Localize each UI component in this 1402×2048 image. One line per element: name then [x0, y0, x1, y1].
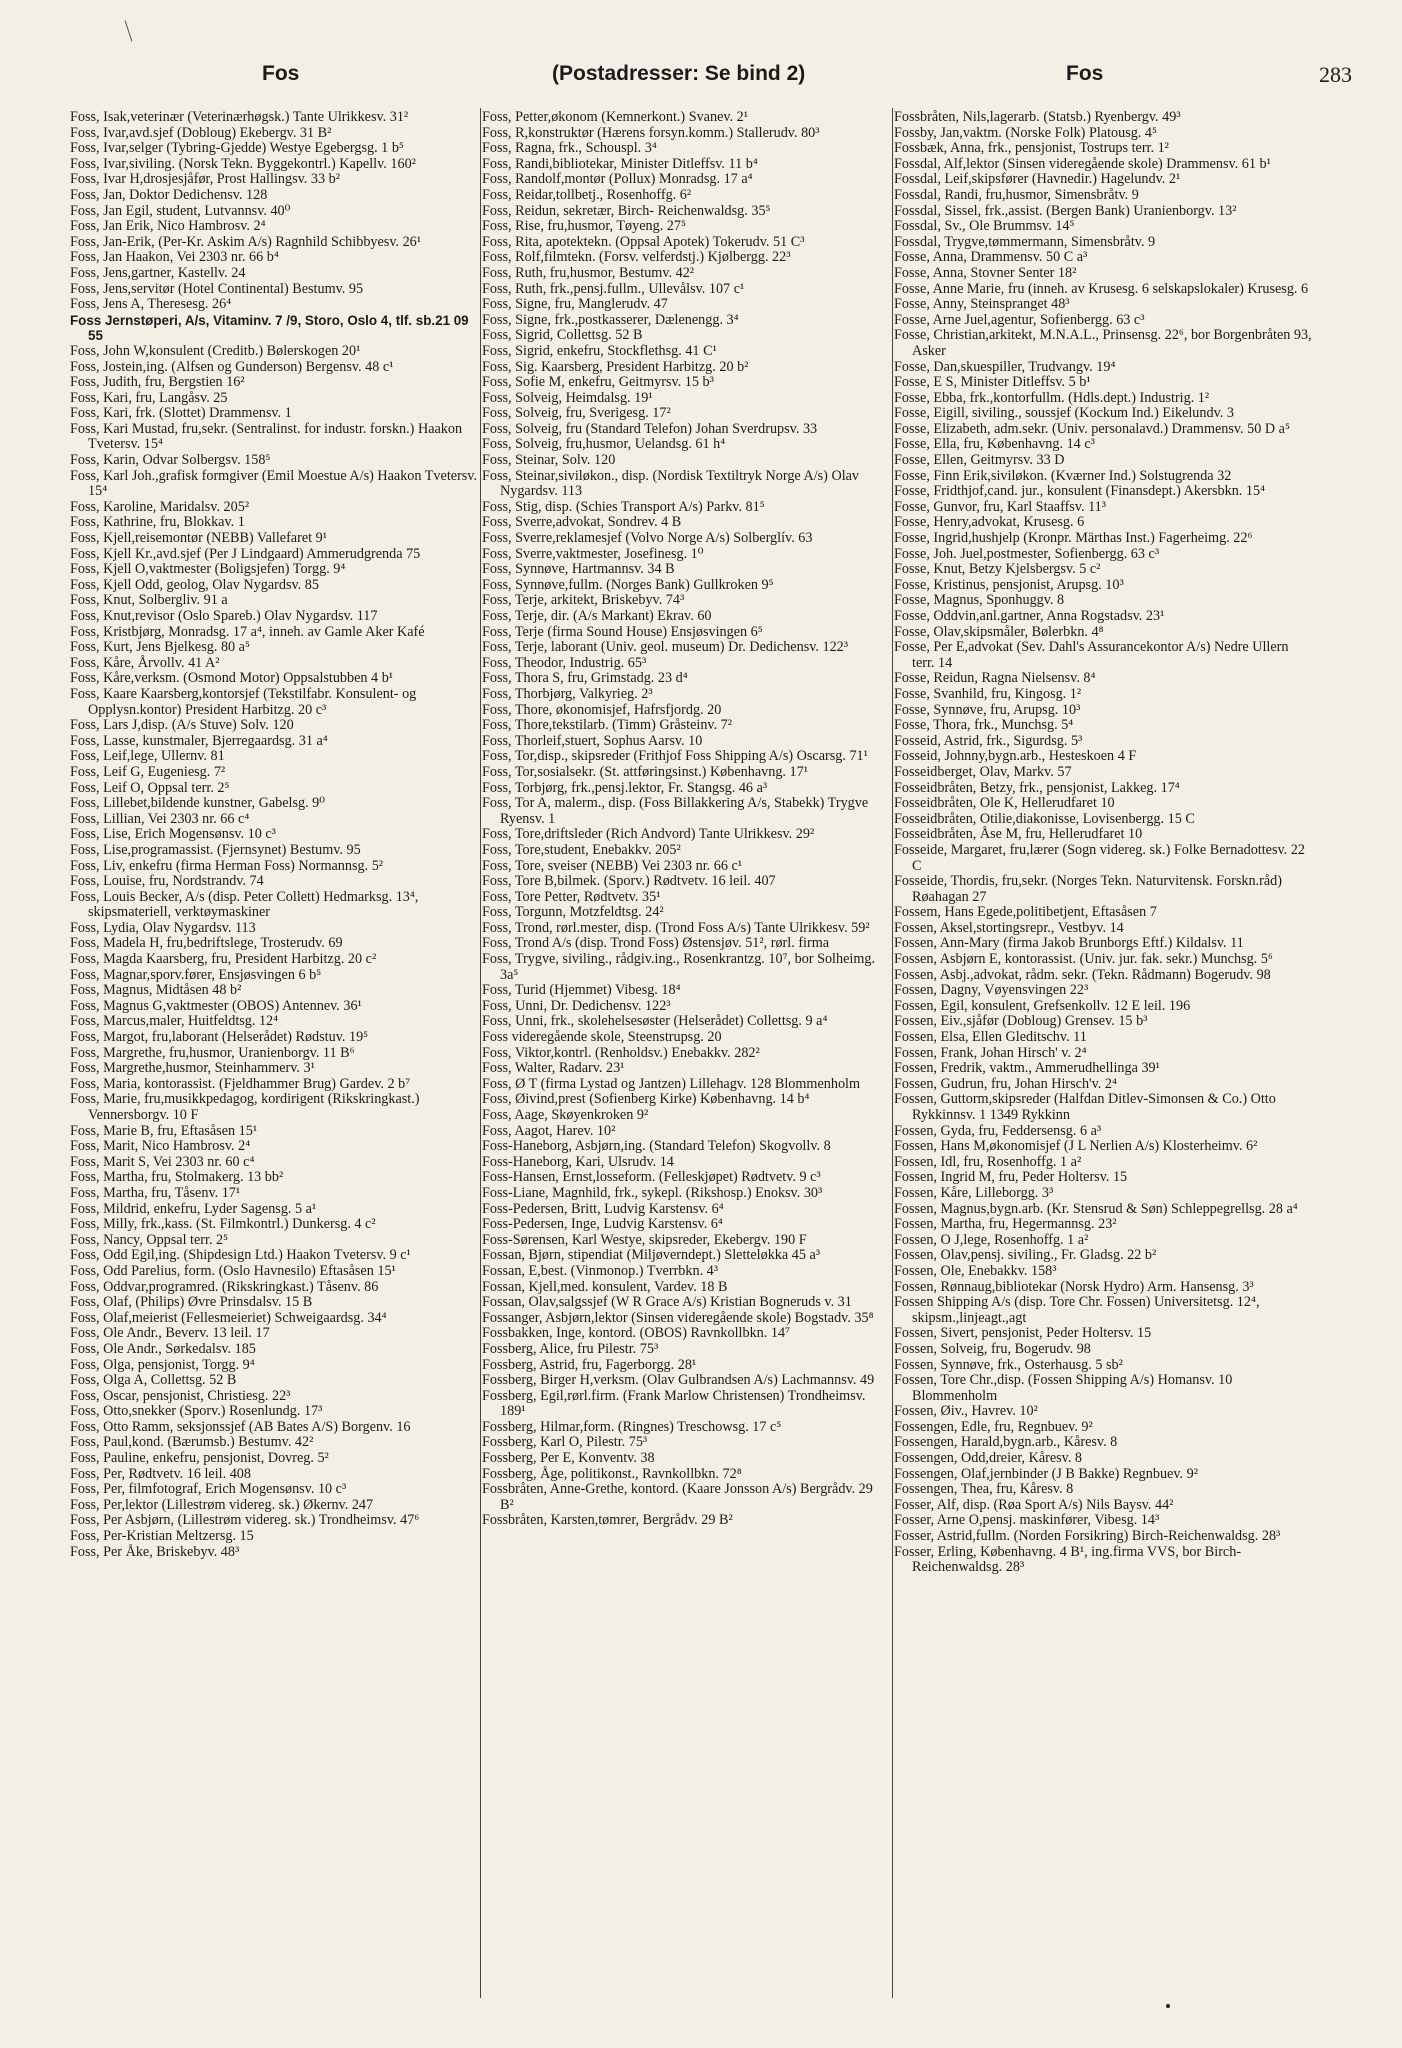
- directory-entry: Foss, Ragna, frk., Schouspl. 3⁴: [482, 140, 657, 157]
- directory-entry: Foss, Rolf,filmtekn. (Forsv. velferdstj.) Kjølbergg. 22³: [482, 249, 791, 266]
- directory-entry: Foss, Reidar,tollbetj., Rosenhoffg. 6²: [482, 186, 692, 203]
- directory-entry: Foss, Jens A, Theresesg. 26⁴: [70, 296, 232, 313]
- directory-entry: Fosser, Alf, disp. (Røa Sport A/s) Nils Baysv. 44²: [894, 1496, 1174, 1513]
- directory-entry: Foss, Mildrid, enkefru, Lyder Sagensg. 5 a¹: [70, 1200, 317, 1217]
- directory-entry: Foss, Thorbjørg, Valkyrieg. 2³: [482, 685, 653, 702]
- directory-entry: Fosse, Reidun, Ragna Nielsensv. 8⁴: [894, 670, 1096, 687]
- directory-entry: Foss, Tor,sosialsekr. (St. attføringsinst.) Københavng. 17¹: [482, 763, 808, 780]
- directory-entry: Fosse, Ingrid,hushjelp (Kronpr. Märthas Inst.) Fagerheimg. 22⁶: [894, 530, 1253, 547]
- directory-entry: Fossdal, Trygve,tømmermann, Simensbråtv. 9: [894, 233, 1156, 250]
- directory-entry: Foss, Ivar,selger (Tybring-Gjedde) Westye Egebergsg. 1 b⁵: [70, 140, 404, 157]
- directory-entry: Foss, Marcus,maler, Huitfeldtsg. 12⁴: [70, 1013, 279, 1030]
- directory-entry: Foss, Tore Petter, Rødtvetv. 35¹: [482, 888, 661, 905]
- directory-entry: Foss, Olga A, Collettsg. 52 B: [70, 1372, 237, 1389]
- directory-entry: Fossen, Guttorm,skipsreder (Halfdan Ditlev-Simonsen & Co.) Otto Rykkinnsv. 1 1349 Rykkinn: [894, 1091, 1276, 1123]
- page-header: [66, 58, 1356, 98]
- directory-entry: Fossengen, Edle, fru, Regnbuev. 9²: [894, 1418, 1093, 1435]
- directory-entry: Foss, Lise,programassist. (Fjernsynet) Bestumv. 95: [70, 841, 361, 858]
- header-right-keyword: Fos: [1066, 62, 1104, 85]
- directory-entry: Fossen, Ole, Enebakkv. 158³: [894, 1262, 1057, 1279]
- directory-entry: Foss, Synnøve, Hartmannsv. 34 B: [482, 561, 675, 578]
- directory-entry: Foss, Thore, økonomisjef, Hafrsfjordg. 20: [482, 701, 722, 718]
- directory-entry: Foss-Haneborg, Asbjørn,ing. (Standard Telefon) Skogvollv. 8: [482, 1138, 831, 1155]
- directory-entry: Foss, Kjell Odd, geolog, Olav Nygardsv. 85: [70, 576, 319, 593]
- directory-entry: Foss, Torgunn, Motzfeldtsg. 24²: [482, 904, 664, 921]
- directory-entry: Fosseidbråten, Ole K, Hellerudfaret 10: [894, 795, 1115, 812]
- directory-entry: Foss, Ole Andr., Sørkedalsv. 185: [70, 1340, 256, 1357]
- directory-entry: Fossen, Solveig, fru, Bogerudv. 98: [894, 1340, 1091, 1357]
- directory-entry: Fossen, Fredrik, vaktm., Ammerudhellinga 39¹: [894, 1060, 1160, 1077]
- directory-entry: Foss, Reidun, sekretær, Birch- Reichenwaldsg. 35⁵: [482, 202, 771, 219]
- directory-entry: Foss, Maria, kontorassist. (Fjeldhammer Brug) Gardev. 2 b⁷: [70, 1075, 411, 1092]
- directory-entry: Foss, Margrethe,husmor, Steinhammerv. 3¹: [70, 1060, 315, 1077]
- directory-entry: Foss, Lasse, kunstmaler, Bjerregaardsg. 31 a⁴: [70, 732, 328, 749]
- directory-entry: Foss, Randi,bibliotekar, Minister Ditleffsv. 11 b⁴: [482, 155, 758, 172]
- directory-entry: Foss, Knut,revisor (Oslo Spareb.) Olav Nygardsv. 117: [70, 608, 378, 624]
- directory-entry: Foss, Signe, frk.,postkasserer, Dælenengg. 3⁴: [482, 311, 739, 328]
- directory-entry: Foss, Ruth, frk.,pensj.fullm., Ullevålsv. 107 c¹: [482, 280, 745, 297]
- directory-entry: Foss, Ivar,avd.sjef (Dobloug) Ekebergv. 31 B²: [70, 124, 332, 141]
- directory-entry: Foss, Sigrid, Collettsg. 52 B: [482, 327, 643, 344]
- directory-entry: Foss, Terje, dir. (A/s Markant) Ekrav. 60: [482, 608, 712, 624]
- directory-entry: Foss, Olaf, (Philips) Øvre Prinsdalsv. 15 B: [70, 1294, 313, 1311]
- directory-entry: Foss, Leif O, Oppsal terr. 2⁵: [70, 779, 230, 796]
- directory-entry: Foss, Ruth, fru,husmor, Bestumv. 42²: [482, 264, 695, 281]
- directory-entry: Foss, Thore,tekstilarb. (Timm) Gråsteinv. 7²: [482, 717, 733, 734]
- directory-entry: Foss, Magnus G,vaktmester (OBOS) Antennev. 36¹: [70, 997, 362, 1014]
- page-number: 283: [1319, 62, 1352, 87]
- directory-entry: Foss, Judith, fru, Bergstien 16²: [70, 374, 245, 391]
- directory-entry: Fosse, Anne Marie, fru (inneh. av Krusesg. 6 selskapslokaler) Krusesg. 6: [894, 280, 1309, 297]
- directory-entry: Foss, Torbjørg, frk.,pensj.lektor, Fr. Stangsg. 46 a³: [482, 779, 768, 796]
- directory-entry: Foss, Jens,gartner, Kastellv. 24: [70, 264, 246, 281]
- directory-entry: Fosse, Anna, Stovner Senter 18²: [894, 264, 1077, 281]
- directory-entry: Foss, Ivar H,drosjesjåfør, Prost Hallingsv. 33 b²: [70, 171, 340, 188]
- directory-entry: Fossdal, Sissel, frk.,assist. (Bergen Bank) Uranienborgv. 13²: [894, 202, 1237, 219]
- directory-entry: Fosse, Ella, fru, Københavng. 14 c³: [894, 436, 1095, 453]
- directory-entry: Fosseid, Johnny,bygn.arb., Hesteskoen 4 F: [894, 748, 1137, 765]
- directory-entry: Fosse, Elizabeth, adm.sekr. (Univ. personalavd.) Drammensv. 50 D a⁵: [894, 420, 1290, 437]
- directory-entry: Foss, Per Åke, Briskebyv. 48³: [70, 1543, 240, 1560]
- directory-entry: Fossanger, Asbjørn,lektor (Sinsen videregående skole) Bogstadv. 35⁸: [482, 1309, 874, 1326]
- directory-entry: Fossen, Sivert, pensjonist, Peder Holtersv. 15: [894, 1325, 1152, 1342]
- directory-entry: Fosser, Astrid,fullm. (Norden Forsikring) Birch-Reichenwaldsg. 28³: [894, 1528, 1281, 1545]
- directory-entry: Foss, Kari Mustad, fru,sekr. (Sentralinst. for industr. forskn.) Haakon Tvetersv. 15⁴: [70, 420, 463, 453]
- directory-entry: Foss, Tore,student, Enebakkv. 205²: [482, 841, 681, 858]
- directory-entry: Fossbråten, Karsten,tømrer, Bergrådv. 29 B²: [482, 1512, 733, 1529]
- directory-entry: Foss, Sverre,advokat, Sondrev. 4 B: [482, 514, 682, 531]
- directory-entry: Foss, Rise, fru,husmor, Tøyeng. 27⁵: [482, 218, 686, 235]
- directory-entry: Fosse, Olav,skipsmåler, Bølerbkn. 4⁸: [894, 623, 1104, 640]
- directory-entry: Foss, Unni, frk., skolehelsesøster (Helserådet) Collettsg. 9 a⁴: [482, 1013, 828, 1030]
- directory-entry: Fossen, Gudrun, fru, Johan Hirsch'v. 2⁴: [894, 1075, 1117, 1092]
- directory-entry: Foss Jernstøperi, A/s, Vitaminv. 7 /9, Storo, Oslo 4, tlf. sb.21 09 55: [70, 312, 469, 344]
- directory-entry: Fosse, Christian,arkitekt, M.N.A.L., Prinsensg. 22⁶, bor Borgenbråten 93, Asker: [894, 327, 1312, 359]
- directory-entry: Fosseide, Thordis, fru,sekr. (Norges Tekn. Naturvitensk. Forskn.råd) Røahagan 27: [894, 873, 1282, 905]
- directory-entry: Foss, Kari, fru, Langåsv. 25: [70, 389, 228, 406]
- directory-entry: Fosse, Dan,skuespiller, Trudvangv. 19⁴: [894, 358, 1116, 375]
- directory-entry: Foss, Kaare Kaarsberg,kontorsjef (Tekstilfabr. Konsulent- og Opplysn.kontor) President Harbitzg. 20 c³: [70, 685, 417, 718]
- directory-entry: Foss, Synnøve,fullm. (Norges Bank) Gullkroken 9⁵: [482, 576, 774, 593]
- directory-entry: Foss, Lars J,disp. (A/s Stuve) Solv. 120: [70, 717, 294, 734]
- directory-entry: Foss, Per-Kristian Meltzersg. 15: [70, 1528, 254, 1545]
- directory-entry: Foss, Marit, Nico Hambrosv. 2⁴: [70, 1138, 251, 1155]
- directory-page: [66, 58, 1356, 2018]
- directory-entry: Fossengen, Olaf,jernbinder (J B Bakke) Regnbuev. 9²: [894, 1465, 1198, 1482]
- directory-entry: Foss, Lydia, Olav Nygardsv. 113: [70, 919, 256, 936]
- directory-entry: Foss, Marie, fru,musikkpedagog, kordirigent (Rikskringkast.) Vennersborgv. 10 F: [70, 1091, 420, 1123]
- directory-entry: Foss, Isak,veterinær (Veterinærhøgsk.) Tante Ulrikkesv. 31²: [70, 110, 409, 125]
- directory-entry: Foss-Pedersen, Inge, Ludvig Karstensv. 6⁴: [482, 1216, 723, 1233]
- directory-entry: Foss, Per,lektor (Lillestrøm videreg. sk.) Økernv. 247: [70, 1496, 374, 1513]
- directory-entry: Foss, Unni, Dr. Dedichensv. 122³: [482, 997, 671, 1014]
- directory-entry: Foss, Oscar, pensjonist, Christiesg. 22³: [70, 1387, 291, 1404]
- directory-entry: Fossen, Olav,pensj. siviling., Fr. Gladsg. 22 b²: [894, 1247, 1157, 1264]
- directory-entry: Foss, Trond A/s (disp. Trond Foss) Østensjøv. 51², rørl. firma: [482, 935, 830, 952]
- directory-entry: Fossberg, Per E, Konventv. 38: [482, 1450, 655, 1467]
- directory-entry: Foss, Trygve, siviling., rådgiv.ing., Rosenkrantzg. 10⁷, bor Solheimg. 3a⁵: [482, 951, 876, 983]
- directory-entry: Fosse, Thora, frk., Munchsg. 5⁴: [894, 717, 1074, 734]
- directory-entry: Fossen, Aksel,stortingsrepr., Vestbyv. 14: [894, 919, 1124, 936]
- directory-entry: Foss, Odd Parelius, form. (Oslo Havnesilo) Eftasåsen 15¹: [70, 1262, 396, 1279]
- directory-entry: Fossen, Kåre, Lilleborgg. 3³: [894, 1184, 1054, 1201]
- directory-entry: Fosse, Ellen, Geitmyrsv. 33 D: [894, 452, 1065, 469]
- directory-entry: Fosseidbråten, Åse M, fru, Hellerudfaret 10: [894, 826, 1143, 843]
- directory-entry: Foss, Marit S, Vei 2303 nr. 60 c⁴: [70, 1153, 255, 1170]
- directory-entry: Foss, Martha, fru, Stolmakerg. 13 bb²: [70, 1169, 284, 1186]
- directory-entry: Fosse, Synnøve, fru, Arupsg. 10³: [894, 701, 1081, 718]
- directory-entry: Foss, Jens,servitør (Hotel Continental) Bestumv. 95: [70, 280, 364, 297]
- directory-entry: Foss-Hansen, Ernst,losseform. (Felleskjøpet) Rødtvetv. 9 c³: [482, 1169, 821, 1186]
- directory-entry: Fossen, Gyda, fru, Feddersensg. 6 a³: [894, 1122, 1102, 1139]
- directory-entry: Foss, Liv, enkefru (firma Herman Foss) Normannsg. 5²: [70, 857, 384, 874]
- directory-entry: Fosse, Arne Juel,agentur, Sofienbergg. 63 c³: [894, 311, 1145, 328]
- directory-entry: Foss, Per Asbjørn, (Lillestrøm videreg. sk.) Trondheimsv. 47⁶: [70, 1512, 420, 1529]
- directory-entry: Foss, Kjell Kr.,avd.sjef (Per J Lindgaard) Ammerudgrenda 75: [70, 545, 421, 562]
- directory-entry: Fosse, Finn Erik,siviløkon. (Kværner Ind.) Solstugrenda 32: [894, 467, 1232, 484]
- directory-entry: Foss, Thorleif,stuert, Sophus Aarsv. 10: [482, 732, 703, 749]
- column-1: [70, 110, 478, 2010]
- directory-entry: Fossen, Dagny, Vøyensvingen 22³: [894, 982, 1089, 999]
- directory-entry: Foss, Jan-Erik, (Per-Kr. Askim A/s) Ragnhild Schibbyesv. 26¹: [70, 233, 422, 250]
- directory-entry: Fosser, Erling, Københavng. 4 B¹, ing.firma VVS, bor Birch-Reichenwaldsg. 28³: [894, 1543, 1242, 1576]
- directory-entry: Fosse, Henry,advokat, Krusesg. 6: [894, 514, 1085, 531]
- directory-entry: Foss, Steinar,siviløkon., disp. (Nordisk Textiltryk Norge A/s) Olav Nygardsv. 113: [482, 467, 860, 500]
- directory-entry: Fosseid, Astrid, frk., Sigurdsg. 5³: [894, 732, 1083, 749]
- directory-entry: Foss, Tore, sveiser (NEBB) Vei 2303 nr. 66 c¹: [482, 857, 743, 874]
- directory-entry: Foss, Oddvar,programred. (Rikskringkast.) Tåsenv. 86: [70, 1278, 379, 1295]
- directory-entry: Fossan, Kjell,med. konsulent, Vardev. 18 B: [482, 1278, 728, 1295]
- directory-entry: Fossen, Asbj.,advokat, rådm. sekr. (Tekn. Rådmann) Bogerudv. 98: [894, 966, 1271, 983]
- directory-entry: Foss, Turid (Hjemmet) Vibesg. 18⁴: [482, 982, 681, 999]
- directory-entry: Foss, Lise, Erich Mogensønsv. 10 c³: [70, 826, 276, 843]
- directory-entry: Foss, Randolf,montør (Pollux) Monradsg. 17 a⁴: [482, 171, 753, 188]
- directory-entry: Foss, Solveig, Heimdalsg. 19¹: [482, 389, 653, 406]
- directory-entry: Fossen, Idl, fru, Rosenhoffg. 1 a²: [894, 1153, 1082, 1170]
- directory-entry: Foss, Sofie M, enkefru, Geitmyrsv. 15 b³: [482, 374, 714, 391]
- directory-entry: Foss, Jan Erik, Nico Hambrosv. 2⁴: [70, 218, 266, 235]
- directory-entry: Foss, Louis Becker, A/s (disp. Peter Collett) Hedmarksg. 13⁴, skipsmateriell, verktøymaskiner: [70, 888, 419, 921]
- directory-entry: Foss, Jan Haakon, Vei 2303 nr. 66 b⁴: [70, 249, 279, 266]
- directory-entry: Foss, Kristbjørg, Monradsg. 17 a⁴, inneh. av Gamle Aker Kafé: [70, 623, 425, 640]
- directory-entry: Fossberg, Astrid, fru, Fagerborgg. 28¹: [482, 1356, 697, 1373]
- directory-entry: Foss, Lillian, Vei 2303 nr. 66 c⁴: [70, 810, 250, 827]
- directory-entry: Foss, Magda Kaarsberg, fru, President Harbitzg. 20 c²: [70, 951, 377, 968]
- directory-entry: Fosse, Joh. Juel,postmester, Sofienbergg. 63 c³: [894, 545, 1160, 562]
- directory-entry: Foss, Tore B,bilmek. (Sporv.) Rødtvetv. 16 leil. 407: [482, 873, 776, 890]
- directory-entry: Foss, Lillebet,bildende kunstner, Gabelsg. 9⁰: [70, 795, 325, 812]
- directory-entry: Fossan, Bjørn, stipendiat (Miljøverndept.) Sletteløkka 45 a³: [482, 1247, 821, 1264]
- directory-entry: Foss, Sig. Kaarsberg, President Harbitzg. 20 b²: [482, 358, 749, 375]
- directory-entry: Foss, R,konstruktør (Hærens forsyn.komm.) Stallerudv. 80³: [482, 124, 820, 141]
- directory-entry: Fossengen, Thea, fru, Kåresv. 8: [894, 1481, 1074, 1498]
- directory-entry: Foss, Karoline, Maridalsv. 205²: [70, 498, 250, 515]
- directory-entry: Fosse, Eigill, siviling., soussjef (Kockum Ind.) Eikelundv. 3: [894, 405, 1234, 422]
- directory-entry: Fosser, Arne O,pensj. maskinfører, Vibesg. 14³: [894, 1512, 1160, 1529]
- directory-entry: Foss, Kurt, Jens Bjelkesg. 80 a⁵: [70, 639, 250, 656]
- directory-entry: Fossbråten, Nils,lagerarb. (Statsb.) Ryenbergv. 49³: [894, 110, 1181, 125]
- directory-entry: Foss, Solveig, fru (Standard Telefon) Johan Sverdrupsv. 33: [482, 420, 818, 437]
- directory-entry: Fossen Shipping A/s (disp. Tore Chr. Fossen) Universitetsg. 12⁴, skipsm.,linjeagt.,agt: [894, 1294, 1260, 1326]
- directory-entry: Fosse, Fridthjof,cand. jur., konsulent (Finansdept.) Akersbkn. 15⁴: [894, 483, 1266, 500]
- directory-entry: Fosse, Knut, Betzy Kjelsbergsv. 5 c²: [894, 561, 1101, 578]
- header-center-note: (Postadresser: Se bind 2): [552, 62, 806, 85]
- directory-entry: Foss, Martha, fru, Tåsenv. 17¹: [70, 1184, 241, 1201]
- directory-entry: Fosseidberget, Olav, Markv. 57: [894, 763, 1072, 780]
- directory-entry: Foss-Liane, Magnhild, frk., sykepl. (Rikshosp.) Enoksv. 30³: [482, 1184, 823, 1201]
- directory-entry: Fossan, Olav,salgssjef (W R Grace A/s) Kristian Bogneruds v. 31: [482, 1294, 852, 1311]
- directory-entry: Foss, Kåre,verksm. (Osmond Motor) Oppsalstubben 4 b¹: [70, 670, 394, 687]
- directory-entry: Fossberg, Birger H,verksm. (Olav Gulbrandsen A/s) Lachmannsv. 49: [482, 1372, 875, 1389]
- directory-entry: Foss, Viktor,kontrl. (Renholdsv.) Enebakkv. 282²: [482, 1044, 760, 1061]
- directory-entry: Foss, Per, Rødtvetv. 16 leil. 408: [70, 1465, 251, 1482]
- directory-entry: Foss, Jan, Doktor Dedichensv. 128: [70, 186, 268, 203]
- directory-entry: Foss, Otto,snekker (Sporv.) Rosenlundg. 17³: [70, 1403, 323, 1420]
- directory-entry: Fossen, Tore Chr.,disp. (Fossen Shipping A/s) Homansv. 10 Blommenholm: [894, 1372, 1233, 1404]
- directory-entry: Foss, Sverre,vaktmester, Josefinesg. 1⁰: [482, 545, 704, 562]
- directory-entry: Foss, Kåre, Årvollv. 41 A²: [70, 654, 220, 671]
- directory-entry: Fossdal, Leif,skipsfører (Havnedir.) Hagelundv. 2¹: [894, 171, 1181, 188]
- directory-entry: Fossen, Ingrid M, fru, Peder Holtersv. 15: [894, 1169, 1128, 1186]
- directory-entry: Foss-Pedersen, Britt, Ludvig Karstensv. 6⁴: [482, 1200, 724, 1217]
- column-2: [482, 110, 890, 2010]
- scan-mark: [125, 20, 133, 41]
- directory-entry: Foss, Theodor, Industrig. 65³: [482, 654, 647, 671]
- directory-entry: Fossen, O J,lege, Rosenhoffg. 1 a²: [894, 1231, 1089, 1248]
- header-left-keyword: Fos: [262, 62, 300, 85]
- directory-entry: Fossen, Elsa, Ellen Gleditschv. 11: [894, 1029, 1087, 1046]
- directory-entry: Foss, Kjell,reisemontør (NEBB) Vallefaret 9¹: [70, 530, 327, 547]
- directory-entry: Foss, Olaf,meierist (Fellesmeieriet) Schweigaardsg. 34⁴: [70, 1309, 387, 1326]
- directory-entry: Foss, Knut, Solbergliv. 91 a: [70, 592, 228, 609]
- directory-entry: Foss, Kjell O,vaktmester (Boligsjefen) Torgg. 9⁴: [70, 561, 346, 578]
- directory-entry: Foss, Jostein,ing. (Alfsen og Gunderson) Bergensv. 48 c¹: [70, 358, 394, 375]
- directory-entry: Foss, Leif,lege, Ullernv. 81: [70, 748, 225, 765]
- directory-entry: Fossberg, Karl O, Pilestr. 75³: [482, 1434, 648, 1451]
- directory-entry: Fosse, Oddvin,anl.gartner, Anna Rogstadsv. 23¹: [894, 608, 1165, 624]
- directory-entry: Fossen, Hans M,økonomisjef (J L Nerlien A/s) Klosterheimv. 6²: [894, 1138, 1258, 1155]
- directory-entry: Fossbråten, Anne-Grethe, kontord. (Kaare Jonsson A/s) Bergrådv. 29 B²: [482, 1481, 873, 1513]
- directory-entry: Fossbakken, Inge, kontord. (OBOS) Ravnkollbkn. 14⁷: [482, 1325, 790, 1342]
- directory-entry: Fossberg, Alice, fru Pilestr. 75³: [482, 1340, 659, 1357]
- directory-entry: Foss, Steinar, Solv. 120: [482, 452, 616, 469]
- directory-entry: Fosse, Kristinus, pensjonist, Arupsg. 10³: [894, 576, 1124, 593]
- directory-entry: Foss, Tor A, malerm., disp. (Foss Billakkering A/s, Stabekk) Trygve Ryensv. 1: [482, 795, 869, 827]
- directory-entry: Fosseidbråten, Otilie,diakonisse, Lovisenbergg. 15 C: [894, 810, 1195, 827]
- directory-entry: Foss, Madela H, fru,bedriftslege, Trosterudv. 69: [70, 935, 343, 952]
- directory-entry: Foss, Pauline, enkefru, pensjonist, Dovreg. 5²: [70, 1450, 329, 1467]
- directory-entry: Fossen, Magnus,bygn.arb. (Kr. Stensrud & Søn) Schleppegrellsg. 28 a⁴: [894, 1200, 1298, 1217]
- directory-entry: Foss, Paul,kond. (Bærumsb.) Bestumv. 42²: [70, 1434, 314, 1451]
- directory-entry: Foss, Kari, frk. (Slottet) Drammensv. 1: [70, 405, 292, 422]
- directory-columns: [66, 110, 1356, 2010]
- directory-entry: Foss, Kathrine, fru, Blokkav. 1: [70, 514, 245, 531]
- directory-entry: Foss, Terje (firma Sound House) Ensjøsvingen 6⁵: [482, 623, 763, 640]
- directory-entry: Fosse, Per E,advokat (Sev. Dahl's Assurancekontor A/s) Nedre Ullern terr. 14: [894, 639, 1289, 671]
- directory-entry: Foss videregående skole, Steenstrupsg. 20: [482, 1029, 722, 1046]
- directory-entry: Fossen, Synnøve, frk., Osterhausg. 5 sb²: [894, 1356, 1123, 1373]
- directory-entry: Foss, Rita, apotektekn. (Oppsal Apotek) Tokerudv. 51 C³: [482, 233, 805, 250]
- directory-entry: Foss, Milly, frk.,kass. (St. Filmkontrl.) Dunkersg. 4 c²: [70, 1216, 376, 1233]
- directory-entry: Fossby, Jan,vaktm. (Norske Folk) Platousg. 4⁵: [894, 124, 1157, 141]
- directory-entry: Foss, Otto Ramm, seksjonssjef (AB Bates A/S) Borgenv. 16: [70, 1418, 411, 1435]
- directory-entry: Foss, Thora S, fru, Grimstadg. 23 d⁴: [482, 670, 688, 687]
- directory-entry: Foss, Walter, Radarv. 23¹: [482, 1060, 625, 1077]
- directory-entry: Fossen, Ann-Mary (firma Jakob Brunborgs Eftf.) Kildalsv. 11: [894, 935, 1244, 952]
- directory-entry: Foss, Jan Egil, student, Lutvannsv. 40⁰: [70, 202, 291, 219]
- directory-entry: Foss, Leif G, Eugeniesg. 7²: [70, 763, 226, 780]
- directory-entry: Fossen, Øiv., Havrev. 10²: [894, 1403, 1038, 1420]
- directory-entry: Foss, Karin, Odvar Solbergsv. 158⁵: [70, 452, 271, 469]
- directory-entry: Fosse, Svanhild, fru, Kingosg. 1²: [894, 685, 1082, 702]
- ink-dot: [1166, 2004, 1170, 2008]
- directory-entry: Fosse, Ebba, frk.,kontorfullm. (Hdls.dept.) Industrig. 1²: [894, 389, 1210, 406]
- directory-entry: Foss, Louise, fru, Nordstrandv. 74: [70, 873, 264, 890]
- directory-entry: Fossengen, Odd,dreier, Kåresv. 8: [894, 1450, 1083, 1467]
- directory-entry: Foss, Petter,økonom (Kemnerkont.) Svanev. 2¹: [482, 110, 748, 125]
- directory-entry: Fosse, Anna, Drammensv. 50 C a³: [894, 249, 1088, 266]
- directory-entry: Foss-Sørensen, Karl Westye, skipsreder, Ekebergv. 190 F: [482, 1231, 807, 1248]
- directory-entry: Foss, Solveig, fru, Sverigesg. 17²: [482, 405, 671, 422]
- directory-entry: Fossen, Eiv.,sjåfør (Dobloug) Grensev. 15 b³: [894, 1013, 1148, 1030]
- directory-entry: Fossem, Hans Egede,politibetjent, Eftasåsen 7: [894, 904, 1157, 921]
- directory-entry: Fosseide, Margaret, fru,lærer (Sogn videreg. sk.) Folke Bernadottesv. 22 C: [894, 841, 1305, 874]
- directory-entry: Foss, Karl Joh.,grafisk formgiver (Emil Moestue A/s) Haakon Tvetersv. 15⁴: [70, 467, 478, 500]
- directory-entry: Fossdal, Alf,lektor (Sinsen videregående skole) Drammensv. 61 b¹: [894, 155, 1271, 172]
- directory-entry: Foss, Olga, pensjonist, Torgg. 9⁴: [70, 1356, 255, 1373]
- directory-entry: Foss, Stig, disp. (Schies Transport A/s) Parkv. 81⁵: [482, 498, 765, 515]
- directory-entry: Fossberg, Åge, politikonst., Ravnkollbkn. 72⁸: [482, 1465, 742, 1482]
- directory-entry: Fossen, Asbjørn E, kontorassist. (Univ. jur. fak. sekr.) Munchsg. 5⁶: [894, 951, 1273, 968]
- directory-entry: Foss, Nancy, Oppsal terr. 2⁵: [70, 1231, 229, 1248]
- directory-entry: Fossberg, Hilmar,form. (Ringnes) Treschowsg. 17 c⁵: [482, 1418, 782, 1435]
- directory-entry: Fossan, E,best. (Vinmonop.) Tverrbkn. 4³: [482, 1262, 719, 1279]
- directory-entry: Foss, Signe, fru, Manglerudv. 47: [482, 296, 668, 313]
- directory-entry: Foss-Haneborg, Kari, Ulsrudv. 14: [482, 1153, 674, 1170]
- directory-entry: Foss, Ivar,siviling. (Norsk Tekn. Byggekontrl.) Kapellv. 160²: [70, 155, 416, 172]
- directory-entry: Foss, Terje, laborant (Univ. geol. museum) Dr. Dedichensv. 122³: [482, 639, 849, 656]
- directory-entry: Fossbæk, Anna, frk., pensjonist, Tostrups terr. 1²: [894, 140, 1169, 157]
- directory-entry: Foss, Tore,driftsleder (Rich Andvord) Tante Ulrikkesv. 29²: [482, 826, 815, 843]
- directory-entry: Foss, Terje, arkitekt, Briskebyv. 74³: [482, 592, 685, 609]
- directory-entry: Foss, Per, filmfotograf, Erich Mogensønsv. 10 c³: [70, 1481, 347, 1498]
- directory-entry: Foss, Margrethe, fru,husmor, Uranienborgv. 11 B⁶: [70, 1044, 355, 1061]
- directory-entry: Fossen, Frank, Johan Hirsch' v. 2⁴: [894, 1044, 1087, 1061]
- directory-entry: Fosseidbråten, Betzy, frk., pensjonist, Lakkeg. 17⁴: [894, 779, 1180, 796]
- directory-entry: Foss, Sigrid, enkefru, Stockflethsg. 41 C¹: [482, 342, 717, 359]
- directory-entry: Fossdal, Sv., Ole Brummsv. 14⁵: [894, 218, 1075, 235]
- directory-entry: Foss, Ø T (firma Lystad og Jantzen) Lillehagv. 128 Blommenholm: [482, 1075, 861, 1092]
- directory-entry: Foss, Aagot, Harev. 10²: [482, 1122, 616, 1139]
- directory-entry: Foss, Ole Andr., Beverv. 13 leil. 17: [70, 1325, 270, 1342]
- directory-entry: Fossen, Rønnaug,bibliotekar (Norsk Hydro) Arm. Hansensg. 3³: [894, 1278, 1254, 1295]
- directory-entry: Fossberg, Egil,rørl.firm. (Frank Marlow Christensen) Trondheimsv. 189¹: [482, 1387, 866, 1420]
- directory-entry: Foss, Magnus, Midtåsen 48 b²: [70, 982, 242, 999]
- directory-entry: Fosse, E S, Minister Ditleffsv. 5 b¹: [894, 374, 1091, 391]
- directory-entry: Foss, Magnar,sporv.fører, Ensjøsvingen 6 b⁵: [70, 966, 322, 983]
- directory-entry: Foss, Marie B, fru, Eftasåsen 15¹: [70, 1122, 258, 1139]
- directory-entry: Foss, Trond, rørl.mester, disp. (Trond Foss A/s) Tante Ulrikkesv. 59²: [482, 919, 870, 936]
- directory-entry: Fossen, Egil, konsulent, Grefsenkollv. 12 E leil. 196: [894, 997, 1191, 1014]
- column-3: [894, 110, 1314, 2010]
- directory-entry: Fosse, Anny, Steinspranget 48³: [894, 296, 1070, 313]
- directory-entry: Foss, Øivind,prest (Sofienberg Kirke) Københavng. 14 b⁴: [482, 1091, 810, 1108]
- directory-entry: Fosse, Magnus, Sponhuggv. 8: [894, 592, 1065, 609]
- directory-entry: Fossengen, Harald,bygn.arb., Kåresv. 8: [894, 1434, 1118, 1451]
- directory-entry: Foss, Odd Egil,ing. (Shipdesign Ltd.) Haakon Tvetersv. 9 c¹: [70, 1247, 411, 1264]
- directory-entry: Fossen, Martha, fru, Hegermannsg. 23²: [894, 1216, 1117, 1233]
- directory-entry: Foss, Tor,disp., skipsreder (Frithjof Foss Shipping A/s) Oscarsg. 71¹: [482, 748, 868, 765]
- directory-entry: Foss, Solveig, fru,husmor, Uelandsg. 61 h⁴: [482, 436, 726, 453]
- directory-entry: Fossdal, Randi, fru,husmor, Simensbråtv. 9: [894, 186, 1139, 203]
- directory-entry: Fosse, Gunvor, fru, Karl Staaffsv. 11³: [894, 498, 1106, 515]
- directory-entry: Foss, Aage, Skøyenkroken 9²: [482, 1107, 649, 1123]
- directory-entry: Foss, Margot, fru,laborant (Helserådet) Rødstuv. 19⁵: [70, 1029, 369, 1046]
- directory-entry: Foss, John W,konsulent (Creditb.) Bølerskogen 20¹: [70, 342, 361, 359]
- directory-entry: Foss, Sverre,reklamesjef (Volvo Norge A/s) Solberglív. 63: [482, 530, 813, 547]
